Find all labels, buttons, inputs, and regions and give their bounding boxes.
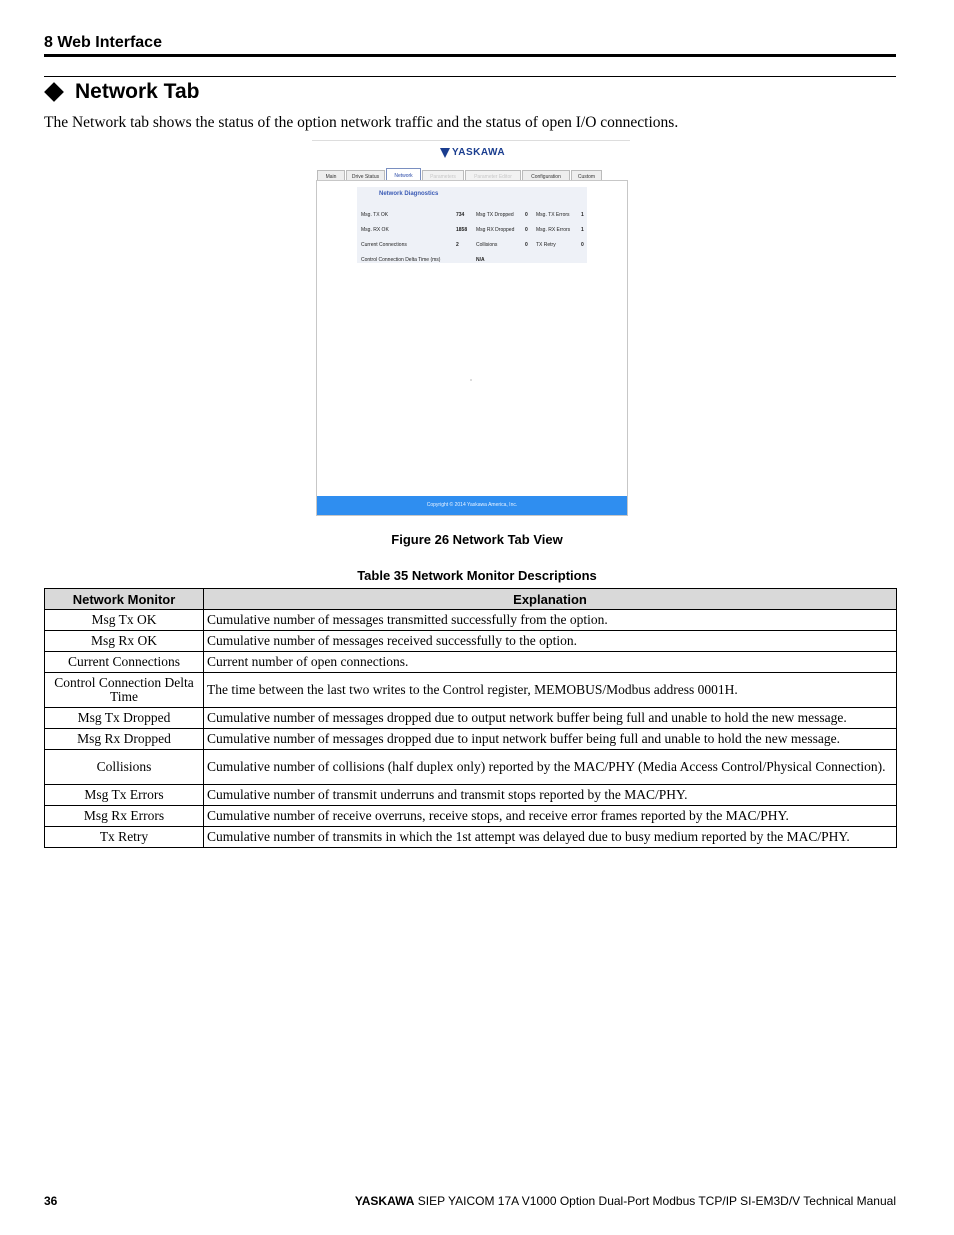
table-row	[45, 652, 897, 673]
tab-configuration[interactable]: Configuration	[522, 170, 570, 182]
page-number: 36	[44, 1194, 58, 1208]
monitor-name: Msg Tx Dropped	[45, 708, 204, 729]
diag-value: 2	[456, 242, 459, 248]
diag-value: 734	[456, 212, 465, 218]
monitor-name: Msg Tx Errors	[45, 785, 204, 806]
section-title: Network Tab	[75, 80, 200, 103]
footer-brand: YASKAWA	[354, 1194, 415, 1208]
yaskawa-logo	[440, 147, 505, 158]
diag-value: 0	[525, 227, 528, 233]
yaskawa-logo-icon	[440, 148, 450, 158]
diag-label: Current Connections	[361, 242, 407, 248]
diag-value: 0	[525, 212, 528, 218]
table-row	[45, 785, 897, 806]
tab-main[interactable]: Main	[317, 170, 345, 182]
monitor-explanation: Cumulative number of transmit underruns and transmit stops reported by the MAC/PHY.	[204, 785, 897, 806]
diag-row	[361, 227, 587, 235]
monitor-explanation: Cumulative number of transmits in which the 1st attempt was delayed due to busy medium reported by the MAC/PHY.	[204, 827, 897, 848]
diamond-bullet-icon	[44, 82, 64, 102]
logo-text: YASKAWA	[452, 147, 506, 158]
header-rule-thin	[44, 76, 896, 77]
diagnostics-title: Network Diagnostics	[379, 191, 439, 197]
tab-parameters[interactable]: Parameters	[422, 170, 464, 182]
diag-label: TX Retry	[536, 242, 556, 248]
monitor-name: Msg Rx Errors	[45, 806, 204, 827]
monitor-name: Tx Retry	[45, 827, 204, 848]
diag-row	[361, 212, 587, 220]
monitor-name: Msg Tx OK	[45, 610, 204, 631]
table-row	[45, 708, 897, 729]
diag-value: 1	[581, 212, 584, 218]
monitor-explanation: Cumulative number of collisions (half duplex only) reported by the MAC/PHY (Media Access Control/Physical Connection).	[204, 750, 897, 785]
intro-paragraph: The Network tab shows the status of the option network traffic and the status of open I/O connections.	[44, 114, 679, 131]
diag-row	[361, 242, 587, 250]
diag-value: 1858	[456, 227, 468, 233]
monitor-name: Msg Rx Dropped	[45, 729, 204, 750]
tab-content-frame	[316, 180, 628, 516]
monitor-name: Control Connection Delta Time	[45, 673, 204, 708]
diag-label: Msg. RX OK	[361, 227, 389, 233]
diag-label: Collisions	[476, 242, 498, 248]
diag-label: Control Connection Delta Time (ms)	[361, 257, 441, 263]
table-row	[45, 806, 897, 827]
section-heading	[44, 80, 199, 104]
diag-label: Msg. TX Errors	[536, 212, 570, 218]
running-header: 8 Web Interface	[44, 34, 162, 51]
footer-manual-title	[355, 1194, 896, 1208]
monitor-explanation: Cumulative number of receive overruns, receive stops, and receive error frames reported by the MAC/PHY.	[204, 806, 897, 827]
table-caption: Table 35 Network Monitor Descriptions	[357, 568, 597, 583]
header-rule-thick	[44, 54, 896, 57]
diag-value: 0	[525, 242, 528, 248]
diag-label: Msg. TX OK	[361, 212, 389, 218]
monitor-explanation: Cumulative number of messages dropped due to output network buffer being full and unable to hold the new message.	[204, 708, 897, 729]
footer-title-text: SIEP YAICOM 17A V1000 Option Dual-Port Modbus TCP/IP SI-EM3D/V Technical Manual	[414, 1194, 896, 1208]
diag-label: Msg RX Dropped	[476, 227, 515, 233]
tab-drive-status[interactable]: Drive Status	[346, 170, 385, 182]
monitor-name: Collisions	[45, 750, 204, 785]
table-row	[45, 631, 897, 652]
screenshot-footer-bar	[317, 496, 627, 515]
figure-caption: Figure 26 Network Tab View	[391, 532, 563, 547]
diag-value: 1	[581, 227, 584, 233]
table-row	[45, 827, 897, 848]
tab-network[interactable]: Network	[386, 168, 421, 182]
network-tab-screenshot	[312, 140, 630, 516]
network-diagnostics-panel	[357, 187, 587, 263]
network-monitor-table	[44, 588, 897, 848]
table-row	[45, 729, 897, 750]
monitor-explanation: Cumulative number of messages dropped due to input network buffer being full and unable to hold the new message.	[204, 729, 897, 750]
diag-label: Msg TX Dropped	[476, 212, 514, 218]
monitor-name: Msg Rx OK	[45, 631, 204, 652]
diag-value: 0	[581, 242, 584, 248]
monitor-explanation: Current number of open connections.	[204, 652, 897, 673]
table-row	[45, 750, 897, 785]
monitor-explanation: The time between the last two writes to the Control register, MEMOBUS/Modbus address 0001H.	[204, 673, 897, 708]
monitor-explanation: Cumulative number of messages received successfully to the option.	[204, 631, 897, 652]
copyright-text: Copyright © 2014 Yaskawa America, Inc.	[426, 502, 518, 508]
table-row	[45, 673, 897, 708]
tab-custom[interactable]: Custom	[571, 170, 602, 182]
table-row	[45, 610, 897, 631]
monitor-explanation: Cumulative number of messages transmitted successfully from the option.	[204, 610, 897, 631]
diag-row	[361, 257, 587, 265]
column-header: Network Monitor	[45, 589, 204, 610]
column-header: Explanation	[204, 589, 897, 610]
diag-value: N/A	[476, 257, 485, 263]
tab-parameter-editor[interactable]: Parameter Editor	[465, 170, 521, 182]
diag-label: Msg. RX Errors	[536, 227, 571, 233]
monitor-name: Current Connections	[45, 652, 204, 673]
